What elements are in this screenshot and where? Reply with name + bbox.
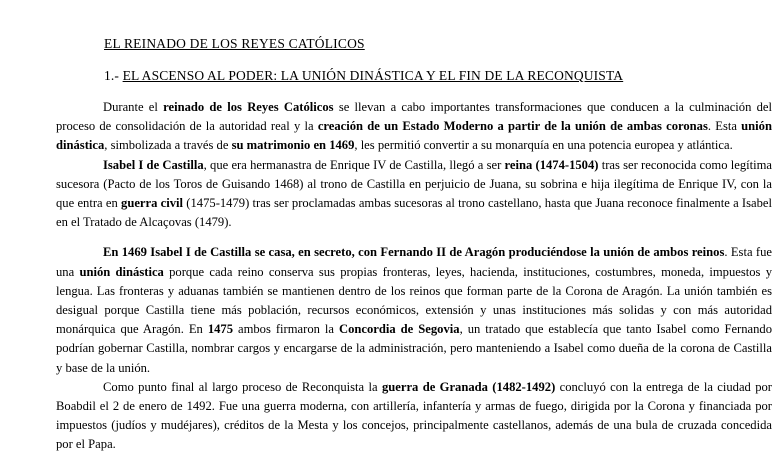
paragraph-text: , les permitió convertir a su monarquía en una potencia europea y atlántica. bbox=[354, 138, 733, 153]
bold-text: En 1469 Isabel I de Castilla se casa, en secreto, con Fernando II de Aragón produciéndose la unión de ambos reinos bbox=[103, 245, 725, 260]
paragraph-2 bbox=[56, 156, 772, 233]
bold-text: guerra civil bbox=[121, 196, 184, 211]
paragraph-text: concluyó con la entrega de la ciudad por Boabdil el 2 de enero de 1492. Fue una guerra moderna, con artillería, infantería y armas de fuego, dirigida por la Corona y financiada por impuestos (judíos y mudéjares), créditos de la Mesta y los concejos, principalmente castellanos, además de una bula de cruzada concedida por el Papa. bbox=[56, 379, 772, 452]
paragraph-1 bbox=[56, 98, 772, 156]
paragraph-text: . Esta bbox=[707, 119, 742, 134]
bold-text: guerra de Granada (1482-1492) bbox=[381, 379, 556, 394]
paragraph-text: , un tratado que establecía que tanto Isabel como Fernando podrían gobernar Castilla, nombrar cargos y encargarse de la administración, pero manteniendo a Isabel como dueña de la corona de Castilla y base de la unión. bbox=[56, 322, 773, 375]
bold-text: su matrimonio en 1469 bbox=[231, 138, 355, 153]
bold-text: 1475 bbox=[207, 322, 233, 337]
paragraph-text: tras ser reconocida como legítima sucesora (Pacto de los Toros de Guisando 1468) al trono de Castilla en perjuicio de Juana, su sobrina e hija ilegítima de Enrique IV, con la que entra en bbox=[56, 157, 772, 211]
section-number: 1.- bbox=[104, 68, 120, 83]
paragraph-text: , que era hermanastra de Enrique IV de Castilla, llegó a ser bbox=[203, 157, 505, 172]
bold-text: Isabel I de Castilla bbox=[103, 157, 204, 172]
document-title: EL REINADO DE LOS REYES CATÓLICOS bbox=[104, 36, 365, 51]
paragraph-text: . Esta fue una bbox=[56, 245, 772, 279]
bold-text: Concordia de Segovia bbox=[339, 322, 460, 337]
bold-text: unión dinástica bbox=[79, 264, 164, 279]
bold-text: reina (1474-1504) bbox=[504, 157, 599, 172]
paragraph-text: ambos firmaron la bbox=[233, 322, 340, 337]
bold-text: unión dinástica bbox=[56, 119, 772, 153]
document-body bbox=[56, 98, 772, 455]
paragraph-4 bbox=[56, 378, 772, 455]
paragraph-text: porque cada reino conserva sus propias fronteras, leyes, hacienda, instituciones, costumbres, moneda, impuestos y lengua. Las fronteras y aduanas también se mantienen dentro de los reinos que forman parte de la Corona de Aragón. La unión también es desigual porque Castilla tiene más población, recursos económicos, extensión y unas instituciones más solidas y con más autoridad monárquica que Aragón. En bbox=[56, 264, 773, 337]
section-heading bbox=[104, 68, 623, 84]
bold-text: reinado de los Reyes Católicos bbox=[163, 100, 334, 114]
paragraph-3 bbox=[56, 243, 772, 377]
bold-text: creación de un Estado Moderno a partir de la unión de ambas coronas bbox=[317, 119, 708, 134]
paragraph-text: , simbolizada a través de bbox=[104, 138, 232, 153]
paragraph-text: Durante el bbox=[103, 100, 164, 114]
paragraph-text: se llevan a cabo importantes transformaciones que conducen a la culminación del proceso de consolidación de la autoridad real y la bbox=[56, 100, 773, 134]
section-title: EL ASCENSO AL PODER: LA UNIÓN DINÁSTICA Y EL FIN DE LA RECONQUISTA bbox=[122, 68, 624, 83]
paragraph-text: (1475-1479) tras ser proclamadas ambas sucesoras al trono castellano, hasta que Juana reconoce finalmente a Isabel en el Tratado de Alcaçovas (1479). bbox=[56, 196, 772, 230]
paragraph-text: Como punto final al largo proceso de Reconquista la bbox=[103, 379, 382, 394]
